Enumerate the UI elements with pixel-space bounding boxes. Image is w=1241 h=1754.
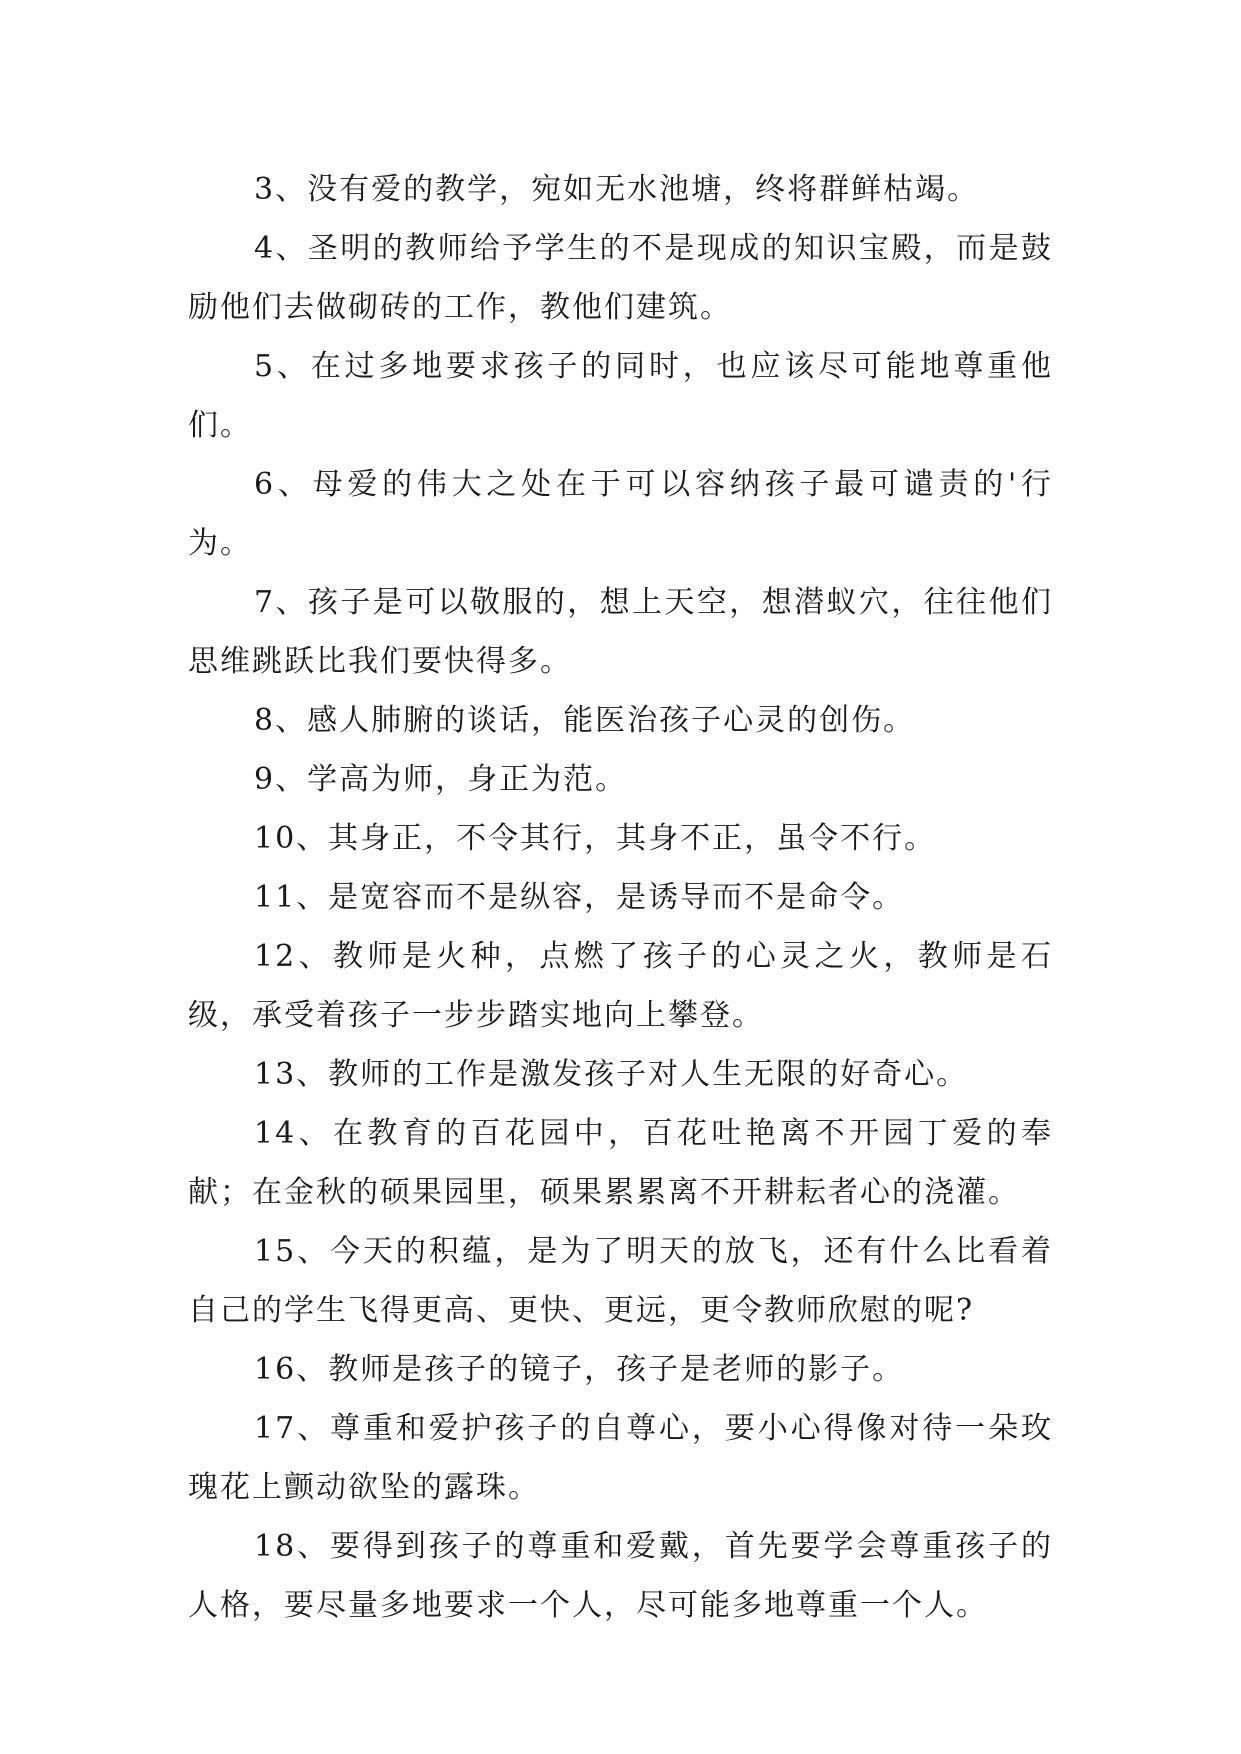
quote-paragraph-11: 11、是宽容而不是纵容，是诱导而不是命令。 (254, 880, 905, 915)
quote-paragraph-7: 7、孩子是可以敬服的，想上天空，想潜蚁穴，往往他们思维跳跃比我们要快得多。 (188, 585, 1053, 679)
quote-paragraph-12: 12、教师是火种，点燃了孩子的心灵之火，教师是石级，承受着孩子一步步踏实地向上攀登。 (188, 939, 1053, 1033)
quote-paragraph-4: 4、圣明的教师给予学生的不是现成的知识宝殿，而是鼓励他们去做砌砖的工作，教他们建筑。 (188, 231, 1053, 325)
quote-paragraph-15: 15、今天的积蕴，是为了明天的放飞，还有什么比看着自己的学生飞得更高、更快、更远，更令教师欣慰的呢? (188, 1234, 1053, 1328)
quote-paragraph-10: 10、其身正，不令其行，其身不正，虽令不行。 (254, 821, 937, 856)
document-page (188, 160, 1053, 1635)
quote-paragraph-8: 8、感人肺腑的谈话，能医治孩子心灵的创伤。 (254, 703, 916, 738)
quote-paragraph-3: 3、没有爱的教学，宛如无水池塘，终将群鲜枯竭。 (254, 172, 980, 207)
quote-paragraph-17: 17、尊重和爱护孩子的自尊心，要小心得像对待一朵玫瑰花上颤动欲坠的露珠。 (188, 1411, 1053, 1505)
quote-paragraph-5: 5、在过多地要求孩子的同时，也应该尽可能地尊重他们。 (188, 349, 1053, 443)
quote-paragraph-16: 16、教师是孩子的镜子，孩子是老师的影子。 (254, 1352, 905, 1387)
quote-paragraph-9: 9、学高为师，身正为范。 (254, 762, 628, 797)
quote-paragraph-13: 13、教师的工作是激发孩子对人生无限的好奇心。 (254, 1057, 969, 1092)
quote-paragraph-18: 18、要得到孩子的尊重和爱戴，首先要学会尊重孩子的人格，要尽量多地要求一个人，尽可能多地尊重一个人。 (188, 1529, 1053, 1623)
quote-paragraph-14: 14、在教育的百花园中，百花吐艳离不开园丁爱的奉献；在金秋的硕果园里，硕果累累离不开耕耘者心的浇灌。 (188, 1116, 1053, 1210)
quote-paragraph-6: 6、母爱的伟大之处在于可以容纳孩子最可谴责的'行为。 (188, 467, 1053, 561)
